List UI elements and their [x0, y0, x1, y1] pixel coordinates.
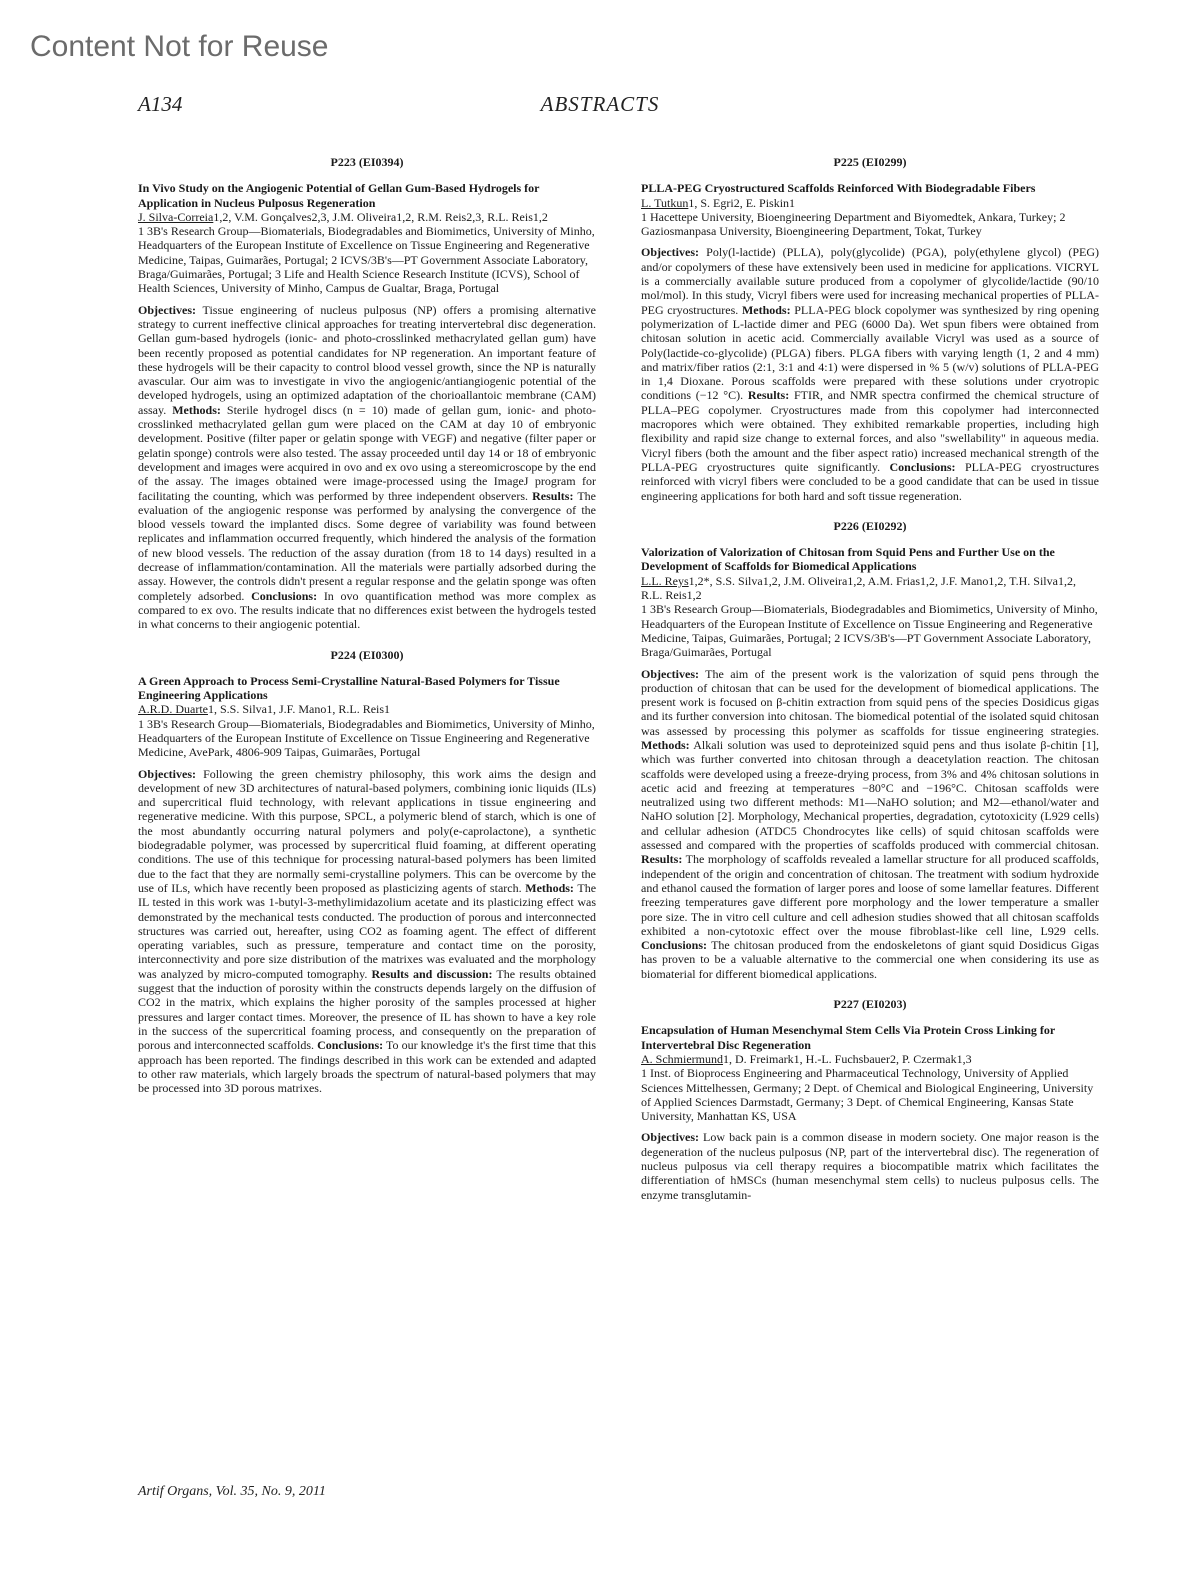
- objectives-text: Following the green chemistry philosophy, this work aims the design and development of new 3D architectures of natural-based polymers, combining ionic liquids (ILs) and supercritical fluid technology, with relevant applications in tissue engineering and regenerative medicine. With this purpose, SPCL, a polymeric blend of starch, which is one of the most abundantly occurring natural polymers and poly(e-caprolactone), a synthetic biodegradable polymer, was processed by supercritical fluid foaming, at different operating conditions. The use of this technique for processing natural-based polymers has been limited due to the fact that they are normally semi-crystalline polymers. This can be overcome by the use of ILs, which have recently been proposed as plasticizing agents of starch.: [138, 766, 596, 895]
- conclusions-text: PLLA-PEG cryostructures reinforced with vicryl fibers were concluded to be a good candidate that can be used in tissue engineering applications for both hard and soft tissue regeneration.: [641, 459, 1100, 503]
- abstract-p227: [641, 997, 1099, 1202]
- results-text: The evaluation of the angiogenic response was performed by analysing the convergence of the blood vessels toward the implanted discs. Some degree of variability was found between replicates and inflammation occurred frequently, which hindered the analysis of the formation of new blood vessels. The reduction of the assay duration (from 18 to 14 days) resulted in a decrease of inflammation/contamination. All the materials were partially adsorbed during the assay. However, the controls didn't present a regular response and the gelatin sponge was often completely adsorbed.: [138, 488, 596, 603]
- abstract-p225: [641, 155, 1099, 503]
- abstract-title: A Green Approach to Process Semi-Crystalline Natural-Based Polymers for Tissue Engineering Applications: [138, 673, 560, 703]
- right-column: [641, 155, 1099, 1218]
- abstract-body: [138, 767, 596, 1096]
- methods-label: Methods:: [741, 302, 791, 317]
- abstract-code: P226 (EI0292): [833, 518, 907, 533]
- presenting-author: L. Tutkun: [641, 195, 689, 210]
- abstract-authors: [138, 210, 596, 224]
- abstract-title: In Vivo Study on the Angiogenic Potential of Gellan Gum-Based Hydrogels for Application in Nucleus Pulposus Regeneration: [138, 181, 540, 210]
- methods-label: Methods:: [525, 880, 574, 895]
- results-label: Results:: [747, 388, 790, 403]
- conclusions-label: Conclusions:: [251, 588, 318, 603]
- objectives-label: Objectives:: [138, 302, 196, 317]
- methods-text: Alkali solution was used to deproteinized squid pens and thus isolate β-chitin [1], which was further converted into chitosan through a deacetylation reaction. The chitosan scaffolds were developed using a freeze-drying process, from 3% and 4% chitosan solutions in acetic acid and freezing at temperatures −80°C and −196°C. Chitosan scaffolds were neutralized using two different methods: M1—NaHO solution; and M2—ethanol/water and NaHO solution [2]. Morphology, Mechanical properties, degradation, cytotoxicity (L929 cells) and cellular adhesion (ATDC5 Chondrocytes like cells) of squid chitosan scaffolds were assessed and compared with the properties of scaffolds produced with commercial chitosan.: [641, 737, 1099, 853]
- abstract-body: [641, 1130, 1099, 1201]
- abstract-body: [641, 667, 1099, 982]
- conclusions-text: The chitosan produced from the endoskeletons of giant squid Dosidicus Gigas has proven to be a valuable alternative to the commercial one when considering its use as biomaterial for different biomedical applications.: [641, 938, 1099, 981]
- other-authors: 1,2*, S.S. Silva1,2, J.M. Oliveira1,2, A.M. Frias1,2, J.F. Mano1,2, T.H. Silva1,2, R.L. Reis1,2: [641, 573, 1076, 603]
- methods-text: Sterile hydrogel discs (n = 10) made of gellan gum, ionic- and photo-crosslinked methacrylated gellan gum were placed on the CAM at day 10 of embryonic development. Positive (filter paper or gelatin sponge with VEGF) and negative (filter paper or gelatin sponge) controls were also tested. The assay proceeded until day 14 or 18 of embryonic development and images were acquired in ovo and ex ovo using a stereomicroscope by the end of the assay. The images obtained were image-processed using the ImageJ program for facilitating the counting, which was performed by three independent observers.: [138, 402, 597, 503]
- methods-label: Methods:: [641, 737, 690, 752]
- presenting-author: L.L. Reys: [641, 573, 689, 588]
- methods-label: Methods:: [172, 402, 221, 417]
- conclusions-label: Conclusions:: [641, 938, 708, 953]
- abstract-affiliation: 1 3B's Research Group—Biomaterials, Biodegradables and Biomimetics, University of Minho, Headquarters of the European Institute of Excellence on Tissue Engineering and Regenerative Medicine, Taipas, Guimarães, Portugal; 2 ICVS/3B's—PT Government Associate Laboratory, Braga/Guimarães, Portugal: [641, 602, 1098, 660]
- left-column: [138, 155, 596, 1111]
- other-authors: 1, S. Egri2, E. Piskin1: [688, 195, 796, 210]
- objectives-text: Tissue engineering of nucleus pulposus (NP) offers a promising alternative strategy to current ineffective clinical approaches for treating intervertebral disc degeneration. Gellan gum-based hydrogels (ionic- and photo-crosslinked methacrylated gellan gum) have been recently proposed as potential candidates for NP regeneration. An important feature of these hydrogels will be their capacity to control blood vessel growth, since the NP is naturally avascular. Our aim was to investigate in vivo the angiogenic/antiangiogenic potential of the developed hydrogels, using an optimized adaptation of the chorioallantoic membrane (CAM) assay.: [138, 302, 596, 417]
- abstract-p223: [138, 155, 596, 632]
- abstract-p224: [138, 648, 596, 1096]
- abstract-title: PLLA-PEG Cryostructured Scaffolds Reinforced With Biodegradable Fibers: [641, 181, 1036, 196]
- objectives-label: Objectives:: [641, 666, 699, 681]
- results-text: FTIR, and NMR spectra confirmed the chemical structure of PLLA–PEG copolymer. Cryostructures made from this copolymer had interconnected macropores which were obtained. They exhibited remarkable properties, including high flexibility and rapid size change to external forces, and also "swellability" in aqueous media. Vicryl fibers (both the amount and the fiber aspect ratio) increased mechanical strength of the PLLA-PEG cryostructures quite significantly.: [641, 388, 1099, 474]
- results-text: The results obtained suggest that the induction of porosity within the constructs depends largely on the diffusion of CO2 in the matrix, which explains the higher porosity of the samples processed at higher pressures and larger contact times. Moreover, the presence of IL has shown to have a key role in the success of the supercritical foaming process, and consequently on the preparation of porous and interconnected scaffolds.: [138, 966, 596, 1053]
- conclusions-text: To our knowledge it's the first time that this approach has been reported. The findings described in this work can be extended and adapted to other raw materials, which largely broads the spectrum of natural-based polymers that may be processed into 3D porous matrixes.: [138, 1038, 596, 1096]
- abstract-code: P224 (EI0300): [330, 647, 404, 662]
- abstract-authors: [138, 702, 596, 716]
- abstract-affiliation: 1 3B's Research Group—Biomaterials, Biodegradables and Biomimetics, University of Minho, Headquarters of the European Institute of Excellence on Tissue Engineering and Regenerative Medicine, Taipas, Guimarães, Portugal; 2 ICVS/3B's—PT Government Associate Laboratory, Braga/Guimarães, Portugal; 3 Life and Health Science Research Institute (ICVS), School of Health Sciences, University of Minho, Campus de Gualtar, Braga, Portugal: [138, 224, 595, 296]
- results-label: Results:: [641, 852, 683, 867]
- presenting-author: J. Silva-Correia: [138, 209, 214, 224]
- objectives-label: Objectives:: [641, 245, 699, 260]
- presenting-author: A.R.D. Duarte: [138, 702, 208, 717]
- objectives-text: Poly(l-lactide) (PLLA), poly(glycolide) (PGA), poly(ethylene glycol) (PEG) and/or copolymers of these have extensively been used in medicine for applications. VICRYL is a commercially available suture produced from a copolymer of glycolide/lactide (90/10 mol/mol). In this study, Vicryl fibers were used for increasing mechanical properties of PLLA-PEG cryostructures.: [641, 245, 1099, 317]
- objectives-label: Objectives:: [641, 1130, 699, 1145]
- methods-text: The IL tested in this work was 1-butyl-3-methylimidazolium acetate and its plasticizing effect was demonstrated by the mechanical tests conducted. The production of porous and interconnected structures was carried out, hereafter, using CO2 as foaming agent. The effect of different operating variables, such as pressure, temperature and contact time on the porosity, interconnectivity and pore size distribution of the matrixes was evaluated and the morphology was analyzed by micro-computed tomography.: [138, 880, 597, 981]
- conclusions-label: Conclusions:: [889, 459, 956, 474]
- methods-text: PLLA-PEG block copolymer was synthesized by ring opening polymerization of L-lactide dimer and PEG (6000 Da). Wet spun fibers were obtained from chitosan solution in acetic acid. Commercially available Vicryl was used as a source of Poly(lactide-co-glycolide) (PLGA) fibers. PLGA fibers with varying length (1, 2 and 4 mm) and matrix/fiber ratios (2:1, 3:1 and 4:1) were dispersed in % 5 (w/v) solutions of PLLA-PEG in 1,4 Dioxane. Porous scaffolds were prepared with these solutions under cryotropic conditions (−12 °C).: [641, 302, 1100, 403]
- watermark: Content Not for Reuse: [30, 30, 329, 63]
- other-authors: 1, S.S. Silva1, J.F. Mano1, R.L. Reis1: [207, 702, 391, 717]
- section-title: ABSTRACTS: [540, 92, 660, 116]
- abstract-code: P225 (EI0299): [833, 155, 907, 169]
- page-code: A134: [138, 92, 183, 116]
- conclusions-text: In ovo quantification method was more complex as compared to ex ovo. The results indicate that no differences exist between the hydrogels tested in what concerns to their angiogenic potential.: [138, 588, 597, 632]
- abstract-p226: [641, 519, 1099, 981]
- abstract-affiliation: 1 Inst. of Bioprocess Engineering and Pharmaceutical Technology, University of Applied Sciences Mittelhessen, Germany; 2 Dept. of Chemical and Biological Engineering, University of Applied Sciences Darmstadt, Germany; 3 Dept. of Chemical Engineering, Kansas State University, Manhattan KS, USA: [641, 1066, 1094, 1124]
- abstract-affiliation: 1 3B's Research Group—Biomaterials, Biodegradables and Biomimetics, University of Minho, Headquarters of the European Institute of Excellence on Tissue Engineering and Regenerative Medicine, AvePark, 4806-909 Taipas, Guimarães, Portugal: [138, 716, 595, 760]
- abstract-title: Valorization of Valorization of Chitosan from Squid Pens and Further Use on the Development of Scaffolds for Biomedical Applications: [641, 545, 1055, 574]
- journal-footer: Artif Organs, Vol. 35, No. 9, 2011: [138, 1484, 326, 1499]
- abstract-body: [641, 245, 1099, 502]
- abstract-code: P223 (EI0394): [330, 155, 404, 169]
- conclusions-label: Conclusions:: [317, 1038, 384, 1053]
- abstract-body: [138, 303, 596, 632]
- presenting-author: A. Schmiermund: [641, 1051, 723, 1066]
- objectives-text: Low back pain is a common disease in modern society. One major reason is the degeneration of the nucleus pulposus (NP, part of the intervertebral disc). The regeneration of nucleus pulposus via cell therapy requires a biocompatible matrix which facilitates the differentiation of hMSCs (human mesenchymal stem cells) to nucleus pulposus cells. The enzyme transglutamin-: [641, 1130, 1100, 1202]
- abstract-authors: [641, 1052, 1099, 1066]
- abstract-authors: [641, 196, 1099, 210]
- objectives-text: The aim of the present work is the valorization of squid pens through the production of chitosan that can be used for the development of biomedical applications. The present work is focused on β-chitin extraction from squid pens of the species Dosidicus gigas and its further conversion into chitosan. The biomedical potential of the isolated squid chitosan was assessed by processing this polymer as scaffolds for tissue engineering strategies.: [641, 666, 1099, 738]
- other-authors: 1,2, V.M. Gonçalves2,3, J.M. Oliveira1,2, R.M. Reis2,3, R.L. Reis1,2: [213, 209, 548, 224]
- abstract-authors: [641, 574, 1099, 603]
- results-label: Results:: [532, 488, 574, 503]
- results-text: The morphology of scaffolds revealed a lamellar structure for all produced scaffolds, independent of the origin and concentration of chitosan. The treatment with sodium hydroxide and ethanol caused the formation of larger pores and loose of some lamellar features. Different freezing temperatures gave different pore morphology and the lower temperature a smaller pore size. The in vitro cell culture and cell adhesion studies showed that all chitosan scaffolds exhibited a non-cytotoxic effect over the mouse fibroblast-like cell line, L929 cells.: [641, 852, 1099, 938]
- abstract-title: Encapsulation of Human Mesenchymal Stem Cells Via Protein Cross Linking for Intervertebral Disc Regeneration: [641, 1023, 1056, 1052]
- abstract-affiliation: 1 Hacettepe University, Bioengineering Department and Biyomedtek, Ankara, Turkey; 2 Gaziosmanpasa University, Bioengineering Department, Tokat, Turkey: [641, 209, 1066, 239]
- abstract-code: P227 (EI0203): [833, 997, 907, 1012]
- objectives-label: Objectives:: [138, 766, 196, 781]
- results-label: Results and discussion:: [371, 966, 493, 981]
- other-authors: 1, D. Freimark1, H.-L. Fuchsbauer2, P. Czermak1,3: [723, 1051, 972, 1066]
